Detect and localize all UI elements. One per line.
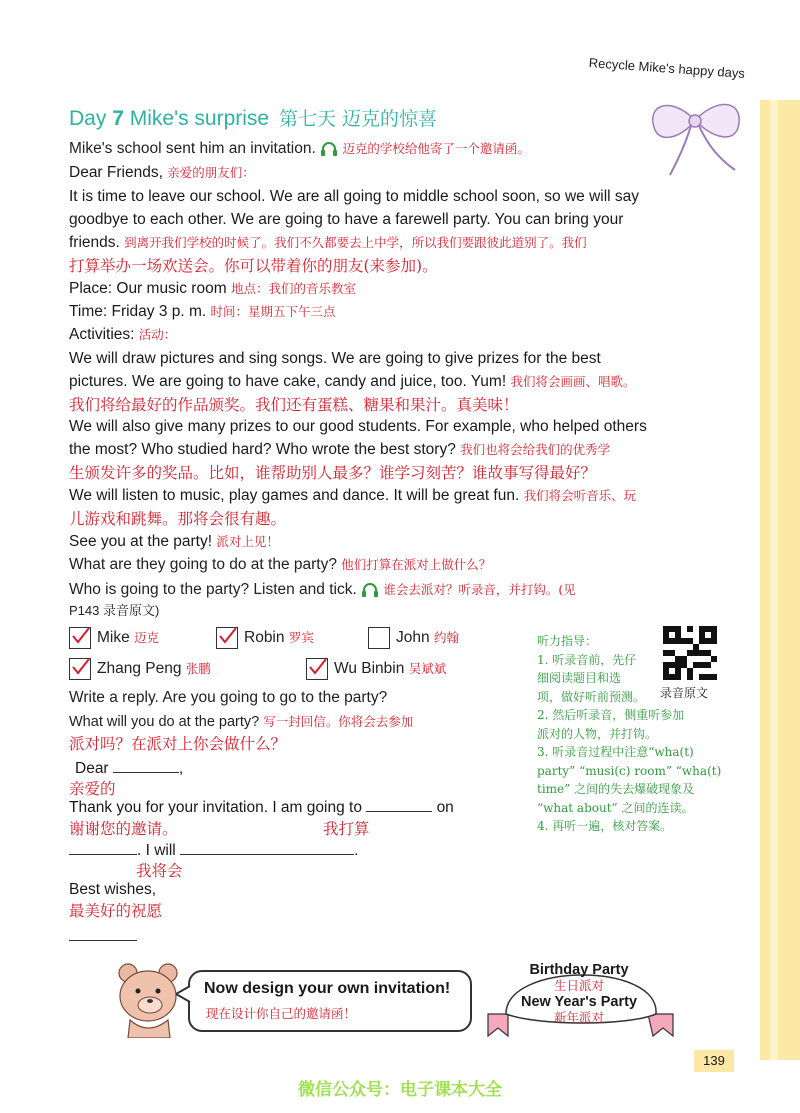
best-wishes-chinese: 最美好的祝愿	[69, 902, 163, 920]
listening-tip: 听力指导： 1. 听录音前，先仔 细阅读题目和选 项，做好听前预测。 2. 然后听录音，侧重听参加 派对的人物，并打钩。 3. 听录音过程中注意“wha(t) party” “musi(c) room” “wha(t) time” 之间的失去爆破现象及 “what about” 之间的连读。 4. 再听一遍，核对答案。	[537, 632, 737, 836]
intro-line	[69, 138, 530, 160]
page-number: 139	[694, 1050, 734, 1072]
question1: What are they going to do at the party? 他们打算在派对上做什么？	[69, 556, 492, 573]
dear-line: Dear ,	[75, 760, 184, 777]
checkbox-zhang-peng[interactable]: Zhang Peng 张鹏	[69, 658, 211, 680]
paragraph1-line3: friends. 到离开我们学校的时候了。我们不久都要去上中学，所以我们要跟彼此道别了。我们	[69, 234, 587, 251]
paragraph3-chinese: 生颁发许多的奖品。比如，谁帮助别人最多？谁学习刻苦？谁故事写得最好？	[69, 464, 597, 482]
ribbon-bow-icon	[640, 90, 750, 180]
i-will-line: . I will .	[69, 840, 358, 862]
paragraph3-line2: the most? Who studied hard? Who wrote the best story? 我们也将会给我们的优秀学	[69, 441, 611, 458]
paragraph4-line1: We will listen to music, play games and dance. It will be great fun. 我们将会听音乐、玩	[69, 487, 637, 504]
will-chinese: 我将会	[136, 862, 183, 880]
thanks-chinese: 谢谢您的邀请。	[69, 820, 178, 838]
title-day: Day	[69, 107, 107, 130]
question2-reference: P143 录音原文)	[69, 603, 160, 618]
intro-english: Mike's school sent him an invitation.	[69, 140, 316, 157]
paragraph2-line2: pictures. We are going to have cake, candy and juice, too. Yum! 我们将会画画、唱歌。	[69, 373, 636, 390]
tip-title: 听力指导：	[537, 634, 598, 648]
greeting-line: Dear Friends, 亲爱的朋友们：	[69, 164, 255, 181]
thanks-line: Thank you for your invitation. I am going to on	[69, 799, 454, 816]
bubble-tail	[176, 984, 192, 1004]
going-blank[interactable]	[366, 797, 432, 812]
see-you-line: See you at the party! 派对上见！	[69, 533, 279, 550]
checkbox-john[interactable]: John 约翰	[368, 627, 459, 649]
paragraph3-line1: We will also give many prizes to our good students. For example, who helped others	[69, 418, 647, 435]
paragraph2-line1: We will draw pictures and sing songs. We are going to give prizes for the best	[69, 350, 601, 367]
bubble-english: Now design your own invitation!	[204, 980, 451, 997]
title-number: 7	[112, 107, 124, 130]
speech-bubble	[188, 970, 472, 1032]
headphone-icon	[361, 582, 379, 598]
reply-question-chinese: 派对吗？在派对上你会做什么？	[69, 735, 287, 753]
lesson-title	[69, 104, 437, 131]
checkbox-mike[interactable]: Mike 迈克	[69, 627, 159, 649]
side-stripe	[760, 100, 800, 1060]
paragraph1-chinese: 打算举办一场欢送会。你可以带着你的朋友(来参加)。	[69, 257, 438, 275]
i-will-blank-2[interactable]	[180, 840, 354, 855]
banner-text: Birthday Party 生日派对 New Year's Party 新年派对	[520, 962, 638, 1025]
qr-label: 录音原文	[660, 686, 709, 700]
reply-question: What will you do at the party? 写一封回信。你将会去参加	[69, 714, 414, 730]
i-will-blank-1[interactable]	[69, 840, 137, 855]
best-wishes: Best wishes,	[69, 881, 157, 898]
dear-blank[interactable]	[113, 758, 179, 773]
activities-line: Activities: 活动：	[69, 326, 177, 343]
paragraph2-chinese: 我们将给最好的作品颁奖。我们还有蛋糕、糖果和果汁。真美味！	[69, 396, 519, 414]
footer-watermark: 微信公众号：电子课本大全	[298, 1080, 502, 1100]
intro-chinese: 迈克的学校给他寄了一个邀请函。	[342, 141, 530, 156]
dear-chinese: 亲爱的	[69, 780, 116, 798]
paragraph4-chinese: 儿游戏和跳舞。那将会很有趣。	[69, 510, 287, 528]
place-line: Place: Our music room 地点：我们的音乐教室	[69, 280, 356, 297]
paragraph1-line1: It is time to leave our school. We are all going to middle school soon, so we will say	[69, 188, 640, 205]
qr-code-icon[interactable]	[663, 626, 717, 680]
checkbox-wu-binbin[interactable]: Wu Binbin 吴斌斌	[306, 658, 446, 680]
paragraph1-line2: goodbye to each other. We are going to have a farewell party. You can bring your	[69, 211, 624, 228]
title-english: Mike's surprise	[129, 107, 270, 130]
reply-instruction: Write a reply. Are you going to go to the party?	[69, 689, 388, 706]
signature-blank[interactable]	[69, 940, 137, 941]
bubble-chinese: 现在设计你自己的邀请函！	[206, 1006, 357, 1021]
time-line: Time: Friday 3 p. m. 时间：星期五下午三点	[69, 303, 336, 320]
title-chinese: 第七天 迈克的惊喜	[278, 108, 437, 130]
question2: Who is going to the party? Listen and tick. 谁会去派对？听录音，并打钩。(见	[69, 581, 576, 598]
headphone-icon	[320, 141, 338, 157]
checkbox-robin[interactable]: Robin 罗宾	[216, 627, 314, 649]
page-header: Recycle Mike's happy days	[587, 55, 745, 81]
side-stripe-highlight	[770, 100, 778, 1060]
going-chinese: 我打算	[323, 820, 370, 838]
